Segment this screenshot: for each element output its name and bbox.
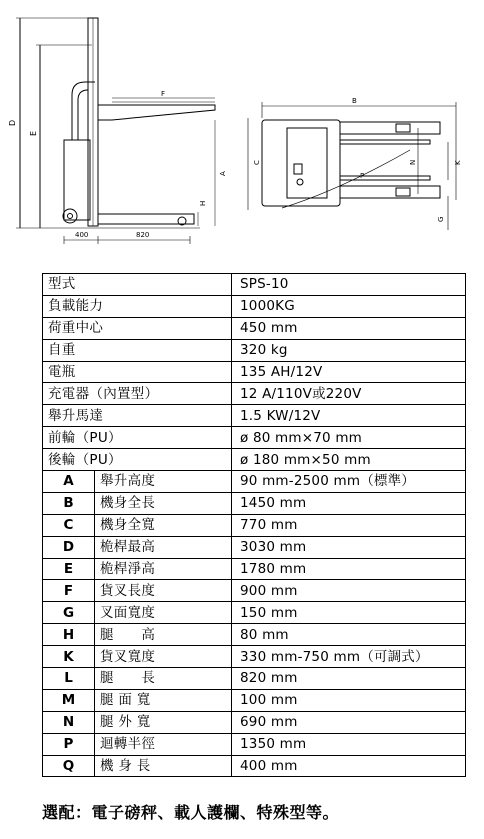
dimension-code: G	[43, 602, 95, 624]
dimension-code: N	[43, 711, 95, 733]
dimension-label: 腿 長	[95, 668, 232, 690]
spec-label: 型式	[43, 274, 232, 296]
dimension-row	[43, 514, 466, 536]
spec-label: 荷重中心	[43, 317, 232, 339]
side-view-drawing	[16, 18, 215, 244]
spec-row	[43, 295, 466, 317]
spec-row	[43, 405, 466, 427]
dimension-row	[43, 624, 466, 646]
dimension-value: 400 mm	[232, 755, 466, 777]
drawings-svg	[0, 0, 484, 262]
label-D: D	[8, 119, 17, 126]
spec-value: SPS-10	[232, 274, 466, 296]
label-400: 400	[75, 231, 89, 239]
dimension-label: 叉面寬度	[95, 602, 232, 624]
dimension-label: 腿 高	[95, 624, 232, 646]
spec-row	[43, 274, 466, 296]
dimension-row	[43, 755, 466, 777]
spec-value: ø 180 mm×50 mm	[232, 449, 466, 471]
dimension-code: Q	[43, 755, 95, 777]
dimension-value: 1780 mm	[232, 558, 466, 580]
dimension-label: 腿 面 寬	[95, 689, 232, 711]
spec-label: 前輪（PU）	[43, 427, 232, 449]
label-K: K	[454, 160, 462, 165]
dimension-code: E	[43, 558, 95, 580]
dimension-value: 3030 mm	[232, 536, 466, 558]
dimension-label: 舉升高度	[95, 471, 232, 493]
dimension-row	[43, 733, 466, 755]
label-B: B	[352, 97, 357, 105]
top-view-drawing	[248, 102, 456, 230]
spec-row	[43, 339, 466, 361]
label-G: G	[437, 216, 445, 222]
label-H: H	[199, 200, 207, 206]
dimension-code: A	[43, 471, 95, 493]
dimension-row	[43, 558, 466, 580]
dimension-row	[43, 668, 466, 690]
dimension-code: P	[43, 733, 95, 755]
dimension-value: 1350 mm	[232, 733, 466, 755]
dimension-code: K	[43, 646, 95, 668]
dimension-value: 330 mm-750 mm（可調式）	[232, 646, 466, 668]
dimension-code: L	[43, 668, 95, 690]
dimension-label: 桅桿淨高	[95, 558, 232, 580]
dimension-value: 900 mm	[232, 580, 466, 602]
dimension-row	[43, 646, 466, 668]
label-820: 820	[136, 231, 150, 239]
dimension-row	[43, 471, 466, 493]
dimension-row	[43, 602, 466, 624]
spec-value: 320 kg	[232, 339, 466, 361]
label-F: F	[161, 90, 166, 98]
dimension-value: 690 mm	[232, 711, 466, 733]
dimension-value: 90 mm-2500 mm（標準）	[232, 471, 466, 493]
dimension-label: 機 身 長	[95, 755, 232, 777]
spec-row	[43, 449, 466, 471]
label-C: C	[253, 160, 261, 165]
spec-label: 充電器（內置型）	[43, 383, 232, 405]
dimension-value: 100 mm	[232, 689, 466, 711]
dimension-row	[43, 536, 466, 558]
dimension-value: 770 mm	[232, 514, 466, 536]
dimension-row	[43, 711, 466, 733]
dimension-label: 桅桿最高	[95, 536, 232, 558]
spec-value: 135 AH/12V	[232, 361, 466, 383]
spec-row	[43, 427, 466, 449]
dimension-row	[43, 580, 466, 602]
label-A: A	[219, 171, 227, 176]
spec-label: 後輪（PU）	[43, 449, 232, 471]
label-P: P	[360, 172, 365, 180]
dimension-value: 150 mm	[232, 602, 466, 624]
spec-label: 舉升馬達	[43, 405, 232, 427]
label-E: E	[29, 130, 38, 136]
spec-table-body	[43, 274, 466, 777]
spec-value: 1.5 KW/12V	[232, 405, 466, 427]
dimension-label: 貨叉寬度	[95, 646, 232, 668]
spec-value: 450 mm	[232, 317, 466, 339]
dimension-label: 迴轉半徑	[95, 733, 232, 755]
dimension-code: D	[43, 536, 95, 558]
spec-label: 自重	[43, 339, 232, 361]
technical-drawings	[0, 0, 484, 262]
dimension-value: 1450 mm	[232, 492, 466, 514]
spec-value: 12 A/110V或220V	[232, 383, 466, 405]
spec-row	[43, 383, 466, 405]
dimension-label: 腿 外 寬	[95, 711, 232, 733]
spec-table	[42, 273, 466, 777]
dimension-label: 機身全長	[95, 492, 232, 514]
dimension-row	[43, 689, 466, 711]
dimension-code: H	[43, 624, 95, 646]
spec-label: 電瓶	[43, 361, 232, 383]
dimension-code: B	[43, 492, 95, 514]
options-note: 選配：電子磅秤、載人護欄、特殊型等。	[42, 803, 340, 822]
dimension-value: 80 mm	[232, 624, 466, 646]
spec-value: ø 80 mm×70 mm	[232, 427, 466, 449]
dimension-value: 820 mm	[232, 668, 466, 690]
dimension-row	[43, 492, 466, 514]
label-N: N	[409, 159, 417, 165]
spec-label: 負載能力	[43, 295, 232, 317]
spec-row	[43, 317, 466, 339]
spec-row	[43, 361, 466, 383]
spec-value: 1000KG	[232, 295, 466, 317]
dimension-label: 貨叉長度	[95, 580, 232, 602]
dimension-code: C	[43, 514, 95, 536]
dimension-code: F	[43, 580, 95, 602]
dimension-label: 機身全寬	[95, 514, 232, 536]
dimension-code: M	[43, 689, 95, 711]
